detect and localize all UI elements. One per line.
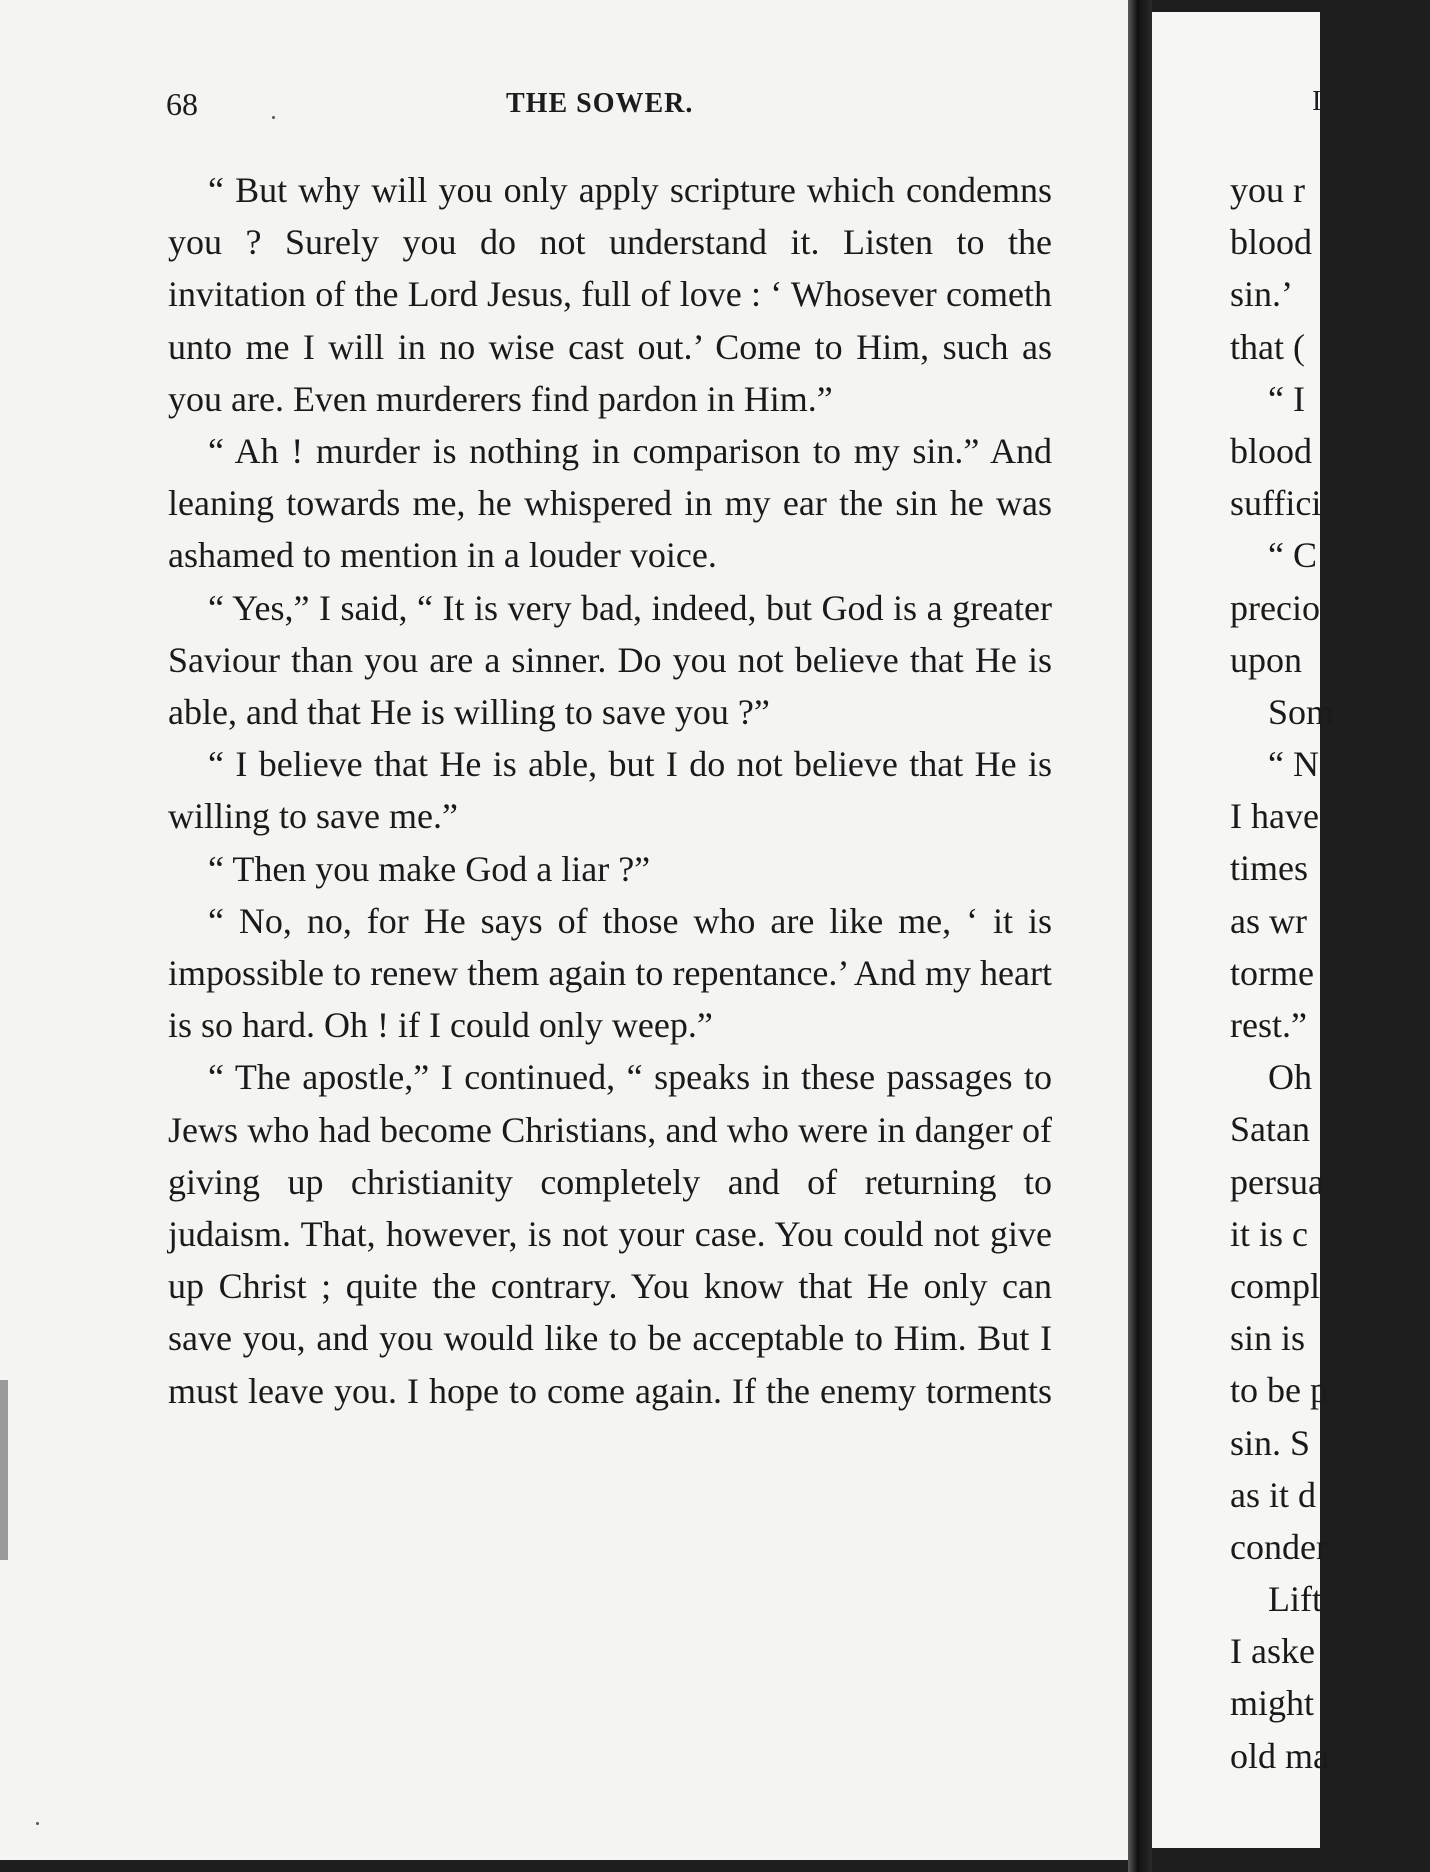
right-page-line: “ C	[1268, 535, 1317, 576]
right-page-text	[1230, 164, 1430, 1782]
running-title: THE SOWER.	[506, 88, 694, 119]
right-page-line: torme	[1230, 952, 1314, 993]
right-page-line: old ma	[1230, 1735, 1329, 1776]
right-page-line: rest.”	[1230, 1005, 1307, 1045]
right-page-line: precio	[1230, 587, 1320, 628]
right-page-line: “ I	[1268, 378, 1305, 419]
page-number: 68	[166, 86, 198, 122]
right-page-line: upon	[1230, 639, 1302, 680]
right-page-line: might	[1230, 1683, 1315, 1724]
paragraph: “ Yes,” I said, “ It is very bad, indeed, but God is a greater Saviour than you are a sinner. Do you not believe that He is able, and that He is willing to save you ?”	[168, 587, 1052, 733]
right-page-line: as it d	[1230, 1474, 1316, 1515]
paragraph: “ No, no, for He says of those who are like me, ‘ it is impossible to renew them again to repentance.’ And my heart is so hard. Oh ! if I could only weep.”	[168, 900, 1052, 1046]
right-page-line: blood	[1230, 430, 1313, 471]
body-text	[168, 164, 1052, 1417]
paragraph: “ Then you make God a liar ?”	[208, 848, 651, 889]
book-gutter	[1128, 0, 1152, 1872]
right-page-line: sin. S	[1230, 1422, 1311, 1463]
right-page-line: “ N	[1268, 744, 1319, 785]
right-page-line: Satan	[1230, 1109, 1310, 1150]
right-page-line: compl	[1230, 1265, 1320, 1306]
print-speck	[272, 116, 275, 119]
right-page-line: I aske	[1230, 1631, 1315, 1672]
right-page-line: suffici	[1230, 483, 1322, 524]
right-page-line: you r	[1230, 170, 1305, 210]
print-speck	[36, 1822, 39, 1825]
right-page-line: Oh	[1268, 1057, 1312, 1098]
right-page-line: I have	[1230, 796, 1319, 837]
right-page-line: blood	[1230, 222, 1313, 263]
right-page-line: it is c	[1230, 1213, 1308, 1254]
right-page-line: to be p	[1230, 1370, 1328, 1411]
running-head	[0, 86, 1128, 126]
paragraph: “ But why will you only apply scripture which condemns you ? Surely you do not understand it. Listen to the invitation of the Lord Jesus, full of love : ‘ Whosever cometh unto me I will in no wise cast out.’ Come to Him, such as you are. Even murderers find pardon in Him.”	[168, 170, 1052, 419]
right-page-line: conder	[1230, 1526, 1328, 1567]
right-page-line: times	[1230, 848, 1308, 889]
paragraph: “ Ah ! murder is nothing in comparison to my sin.” And leaning towards me, he whispered in my ear the sin he was ashamed to mention in a louder voice.	[168, 431, 1052, 576]
right-page-line: Lift	[1268, 1579, 1322, 1620]
right-page-line: sin.’	[1230, 274, 1293, 315]
binding-shadow	[0, 1380, 8, 1560]
right-page-line: as wr	[1230, 900, 1307, 941]
right-page-line: persua	[1230, 1161, 1324, 1202]
paragraph: “ The apostle,” I continued, “ speaks in these passages to Jews who had become Christians, and who were in danger of giving up christianity completely and of returning to judaism. That, however, is not your case. You could not give up Christ ; quite the contrary. You know that He only can save you, and you would like to be acceptable to Him. But I must leave you. I hope to come again. If the enemy torments	[168, 1057, 1052, 1411]
right-page-line: sin is	[1230, 1318, 1306, 1359]
right-page-line: Som	[1268, 691, 1335, 732]
right-page-line: that (	[1230, 326, 1305, 367]
right-running-head: I	[1312, 86, 1322, 117]
paragraph: “ I believe that He is able, but I do not believe that He is willing to save me.”	[168, 744, 1052, 837]
